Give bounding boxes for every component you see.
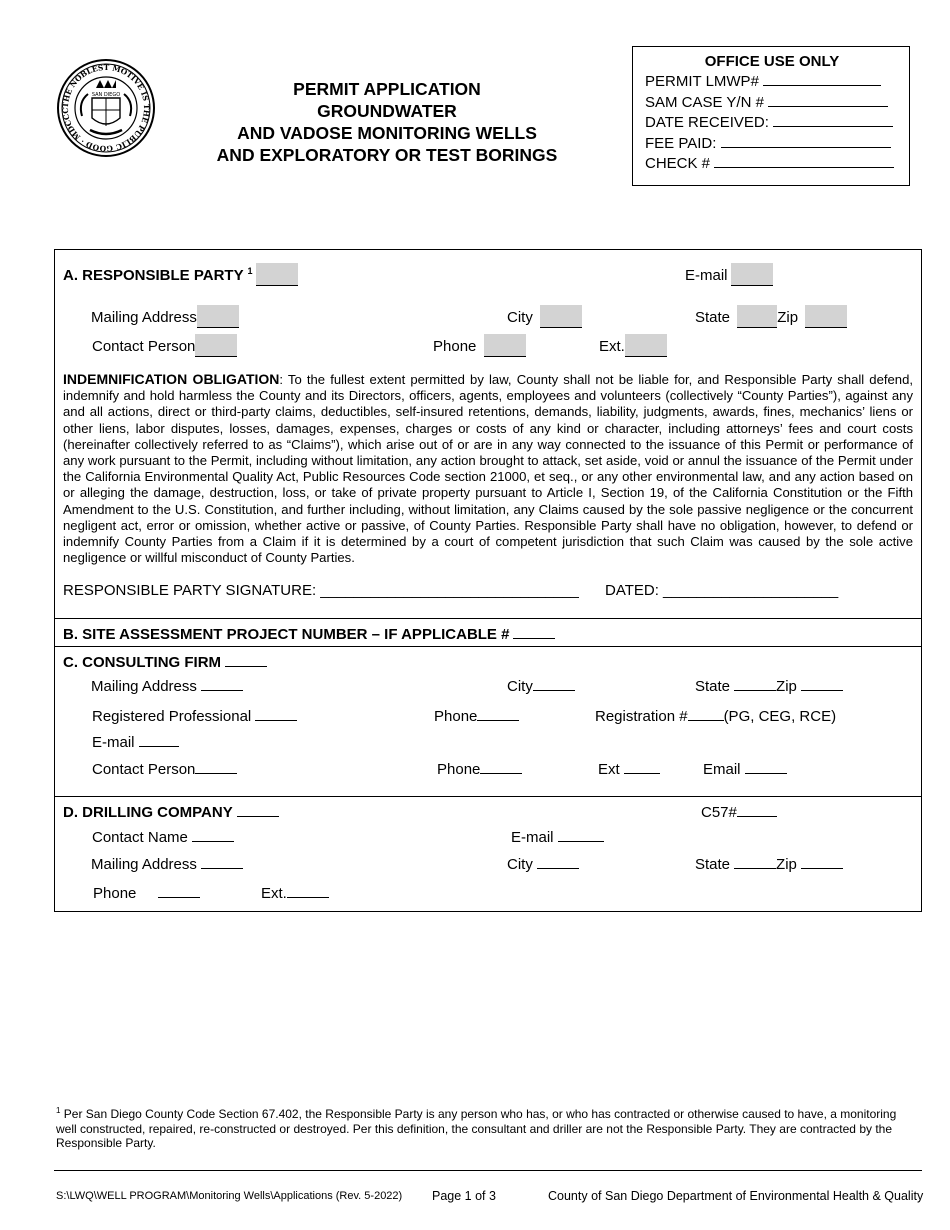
section-d-c57: C57#: [701, 804, 777, 821]
office-field-permit: PERMIT LMWP#: [645, 72, 899, 93]
title-line: PERMIT APPLICATION: [293, 79, 481, 99]
section-c-registration: Registration # (PG, CEG, RCE): [595, 708, 837, 725]
footnote: [56, 1104, 916, 1151]
office-field-fee-paid: FEE PAID:: [645, 134, 899, 155]
section-d-phone-line[interactable]: [158, 885, 200, 898]
section-d-ext: Ext.: [261, 885, 329, 902]
c57-line[interactable]: [737, 804, 777, 817]
office-use-heading: OFFICE USE ONLY: [704, 53, 840, 70]
permit-number-line[interactable]: [763, 72, 881, 86]
section-a-ext: Ext.: [599, 334, 667, 357]
section-d-email: E-mail: [511, 829, 604, 846]
section-c-state-line[interactable]: [734, 678, 776, 691]
svg-text:SAN DIEGO: SAN DIEGO: [91, 92, 121, 98]
section-c-ext: Ext: [598, 761, 660, 778]
section-a-heading: A. RESPONSIBLE PARTY $^1$: [63, 263, 298, 286]
section-c-heading: C. CONSULTING FIRM: [63, 654, 267, 671]
dated-line[interactable]: DATED: _____________________: [605, 582, 839, 599]
section-a-state-field[interactable]: [737, 305, 777, 328]
section-c-contact-person-line[interactable]: [195, 761, 237, 774]
section-c-phone-line[interactable]: [477, 708, 519, 721]
section-divider: [55, 618, 921, 619]
footnote-text: Per San Diego County Code Section 67.402, the Responsible Party is any person who has, or who has contracted or otherwise caused to have, a monitoring well constructed, repaired, re-constructed or destroyed. Per this definition, the consultant and driller are not the Responsible Party. They are contracted by the Responsible Party.: [56, 1107, 897, 1150]
date-received-line[interactable]: [773, 113, 893, 127]
section-d-ext-line[interactable]: [287, 885, 329, 898]
section-c-mailing-address: Mailing Address: [91, 678, 243, 695]
consulting-firm-line[interactable]: [225, 654, 267, 667]
footer-file-path: S:\LWQ\WELL PROGRAM\Monitoring Wells\Applications (Rev. 5-2022): [56, 1190, 403, 1202]
section-a-email-field[interactable]: [731, 263, 773, 286]
section-c-contact-person: Contact Person: [92, 761, 237, 778]
section-c-email2: Email: [703, 761, 787, 778]
section-d-city-line[interactable]: [537, 856, 579, 869]
section-a-city: City: [507, 305, 582, 328]
section-d-heading: D. DRILLING COMPANY: [63, 804, 279, 821]
section-d-state-line[interactable]: [734, 856, 776, 869]
section-d-city: City: [507, 856, 579, 873]
section-c-city-line[interactable]: [533, 678, 575, 691]
section-a-phone-field[interactable]: [484, 334, 526, 357]
section-a-zip-field[interactable]: [805, 305, 847, 328]
section-a-email: E-mail: [685, 263, 773, 286]
indemnification-text: : To the fullest extent permitted by law, County shall not be liable for, and Responsible Party shall defend, indemnify and hold harmless the County and its Directors, officers, agents, employees and volunteers (collectively “County Parties”), against any and all actions, direct or third-party claims, deductibles, self-insured retentions, demands, liability, judgments, awards, fines, mechanics’ liens or other liens, labor disputes, losses, damages, expenses, charges or costs of any kind or character, including attorneys’ fees and court costs (hereinafter collectively referred to as “Claims”), which arise out of or are in any way connected to the issuance of this Permit or performance of any work pursuant to the Permit, including without limitation, any action brought to attack, set aside, void or annul the issuance of the Permit under the California Environmental Quality Act, Public Resources Code section 21000, et seq., or any other environmental law, and any action based on or alleging the damage, destruction, loss, or take of private property pursuant to Article I, Section 19, of the California Constitution or the Fifth Amendment to the U.S. Constitution, and further including, without limitation, any Claims caused by the sole passive negligence or the concurrent negligent act, error or omission, whether active or passive, of County Parties. Responsible Party shall have no obligation, however, to defend or indemnify County Parties from a Claim if it is determined by a court of competent jurisdiction that such Claim was caused by the sole active negligence or willful misconduct of County Parties.: [63, 372, 913, 566]
section-a-contact-person-field[interactable]: [195, 334, 237, 357]
section-d-mailing-address: Mailing Address: [91, 856, 243, 873]
footer-divider: [54, 1170, 922, 1171]
section-d-phone: Phone: [93, 885, 200, 902]
section-c-phone: Phone: [434, 708, 519, 725]
title-line: AND VADOSE MONITORING WELLS: [237, 123, 537, 143]
section-divider: [55, 796, 921, 797]
title-line: GROUNDWATER: [317, 101, 457, 121]
section-c-city: City: [507, 678, 575, 695]
section-d-state-zip: State Zip: [695, 856, 843, 873]
section-c-email: E-mail: [92, 734, 179, 751]
section-divider: [55, 646, 921, 647]
section-a-state-zip: State Zip: [695, 305, 847, 328]
sam-case-line[interactable]: [768, 93, 888, 107]
office-field-date-received: DATE RECEIVED:: [645, 113, 899, 134]
section-c-zip-line[interactable]: [801, 678, 843, 691]
section-a-mailing-address: Mailing Address: [91, 305, 239, 328]
county-seal-logo: [56, 58, 156, 158]
section-c-email-line[interactable]: [139, 734, 179, 747]
section-a-mailing-address-field[interactable]: [197, 305, 239, 328]
section-b-heading: B. SITE ASSESSMENT PROJECT NUMBER – IF APPLICABLE #: [63, 626, 555, 643]
footnote-marker: 1: [56, 1106, 61, 1115]
section-d-zip-line[interactable]: [801, 856, 843, 869]
section-c-mailing-address-line[interactable]: [201, 678, 243, 691]
section-c-state-zip: State Zip: [695, 678, 843, 695]
section-c-phone2-line[interactable]: [480, 761, 522, 774]
fee-paid-line[interactable]: [721, 134, 891, 148]
form-title: [180, 78, 594, 166]
section-d-contact-name-line[interactable]: [192, 829, 234, 842]
section-a-phone: Phone: [433, 334, 526, 357]
section-c-registered-professional: Registered Professional: [92, 708, 297, 725]
application-form: [54, 249, 922, 912]
section-d-mailing-address-line[interactable]: [201, 856, 243, 869]
indemnification-paragraph: [63, 371, 913, 566]
section-c-phone2: Phone: [437, 761, 522, 778]
title-line: AND EXPLORATORY OR TEST BORINGS: [216, 145, 558, 165]
indemnification-title: INDEMNIFICATION OBLIGATION: [63, 371, 280, 387]
section-d-email-line[interactable]: [558, 829, 604, 842]
footer-page-number: Page 1 of 3: [432, 1189, 496, 1203]
section-d-contact-name: Contact Name: [92, 829, 234, 846]
section-c-email2-line[interactable]: [745, 761, 787, 774]
county-seal-icon: [56, 58, 156, 158]
office-field-sam-case: SAM CASE Y/N #: [645, 93, 899, 114]
section-a-ext-field[interactable]: [625, 334, 667, 357]
office-field-check: CHECK #: [645, 154, 899, 175]
office-use-box: [632, 46, 910, 186]
drilling-company-line[interactable]: [237, 804, 279, 817]
section-a-city-field[interactable]: [540, 305, 582, 328]
registration-number-line[interactable]: [688, 708, 724, 721]
signature-line[interactable]: RESPONSIBLE PARTY SIGNATURE: _______________________________: [63, 582, 579, 599]
registered-professional-line[interactable]: [255, 708, 297, 721]
site-assessment-number-line[interactable]: [513, 626, 555, 639]
section-c-ext-line[interactable]: [624, 761, 660, 774]
responsible-party-field[interactable]: [256, 263, 298, 286]
footer-agency: County of San Diego Department of Environmental Health & Quality: [548, 1189, 924, 1203]
section-a-contact-person: Contact Person: [92, 334, 237, 357]
svg-text:THE NOBLEST MOTIVE IS THE PUBL: THE NOBLEST MOTIVE IS THE PUBLIC GOOD · MDCCC: [60, 62, 152, 154]
check-number-line[interactable]: [714, 154, 894, 168]
